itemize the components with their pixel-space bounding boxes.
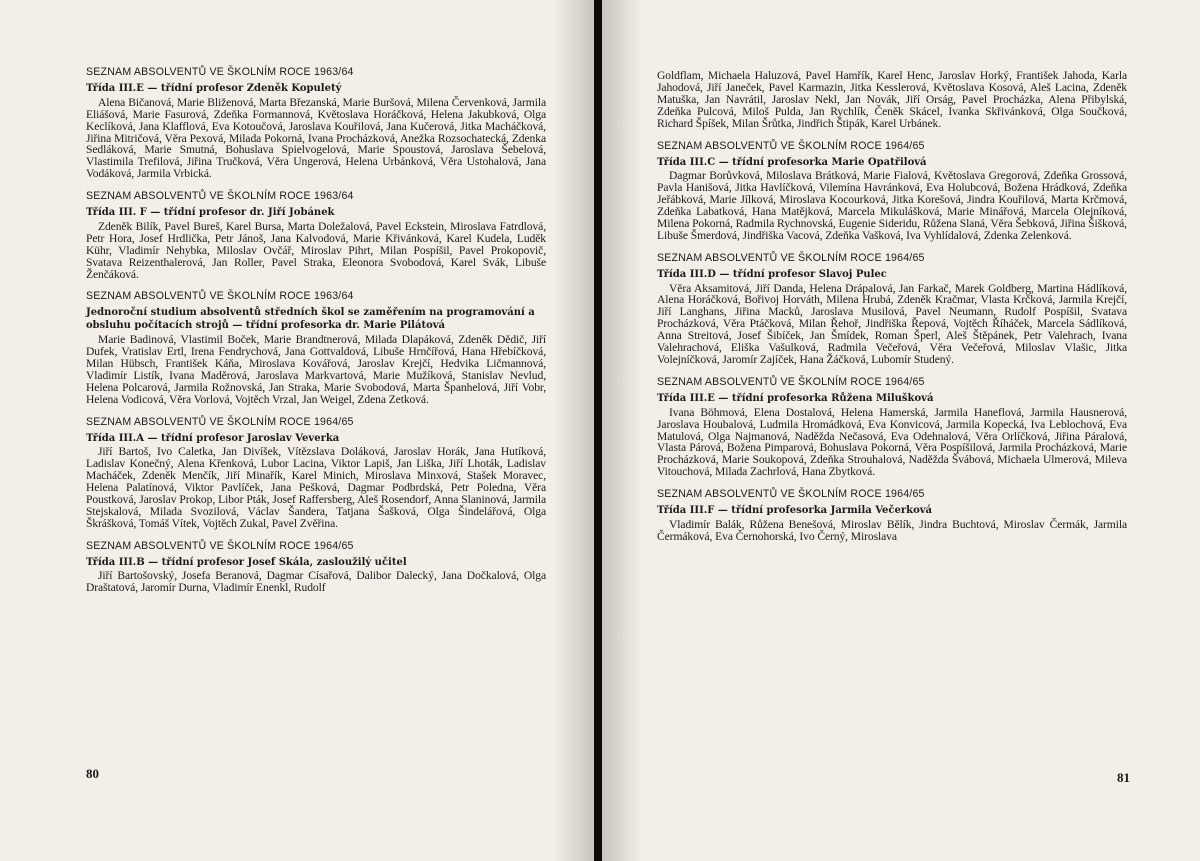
page-curvature-shade [554, 0, 594, 861]
right-column [657, 70, 1127, 553]
section-heading: SEZNAM ABSOLVENTŮ VE ŠKOLNÍM ROCE 1963/64 [86, 290, 354, 303]
class-heading: Třída III. F — třídní profesor dr. Jiří Jobánek [86, 207, 335, 219]
section-1964-65-iiib [86, 540, 546, 595]
section-1963-64-iiif [86, 190, 546, 280]
section-1964-65-iiia [86, 416, 546, 530]
class-heading: Jednoroční studium absolventů středních škol se zaměřením na programování a obsluhu počítacích strojů — třídní profesorka dr. Marie Pilátová [86, 307, 535, 332]
section-1964-65-iiie [657, 376, 1127, 478]
graduate-names: Zdeněk Bilík, Pavel Bureš, Karel Bursa, Marta Doležalová, Pavel Eckstein, Miroslava Fatrdlová, Petr Hora, Josef Hrdlička, Petr Jánoš, Jana Kalvodová, Marie Křivánková, Karel Kudela, Luděk Kühr, Vladimír Nehybka, Miloslav Ovčář, Miroslav Pihrt, Milan Pospíšil, Pavel Prokopovič, Svatava Reizenthalerová, Jan Roller, Pavel Straka, Eleonora Svobodová, Karel Svák, Libuše Ženčáková. [86, 219, 546, 281]
left-page [0, 0, 594, 861]
class-heading: Třída III.B — třídní profesor Josef Skála, zasloužilý učitel [86, 556, 407, 568]
section-heading: SEZNAM ABSOLVENTŮ VE ŠKOLNÍM ROCE 1964/65 [86, 415, 354, 428]
section-heading: SEZNAM ABSOLVENTŮ VE ŠKOLNÍM ROCE 1964/65 [657, 375, 925, 388]
left-column [86, 66, 546, 604]
section-1963-64-iiie [86, 66, 546, 180]
graduate-names: Dagmar Borůvková, Miloslava Brátková, Marie Fialová, Květoslava Gregorová, Zdeňka Grossová, Pavla Hanišová, Jitka Havlíčková, Vilemína Havránková, Eva Holubcová, Božena Hrádková, Zdeňka Jeřábková, Marie Jílková, Miroslava Kocourková, Jitka Korešová, Jindra Kouřilová, Marta Krčmová, Zdeňka Labatková, Hana Matějková, Marcela Mikulášková, Marie Minářová, Marcela Olejníková, Milena Pokorná, Radmila Rychnovská, Eugenie Sideridu, Růžena Slaná, Věra Šebková, Jiřina Šišková, Libuše Šmerdová, Jindřiška Vacová, Zdeňka Vašková, Iva Vyhlídalová, Zdenka Zelenková. [657, 169, 1127, 242]
class-heading: Třída III.A — třídní profesor Jaroslav Veverka [86, 432, 340, 444]
page-curvature-shade [602, 0, 642, 861]
section-heading: SEZNAM ABSOLVENTŮ VE ŠKOLNÍM ROCE 1963/64 [86, 190, 354, 203]
section-1964-65-iiid [657, 252, 1127, 366]
section-heading: SEZNAM ABSOLVENTŮ VE ŠKOLNÍM ROCE 1964/65 [657, 251, 925, 264]
page-number: 80 [86, 766, 99, 781]
graduate-names: Vladimír Balák, Růžena Benešová, Miroslav Bělík, Jindra Buchtová, Miroslav Čermák, Jarmila Čermáková, Eva Černohorská, Ivo Černý, Miroslava [657, 517, 1127, 543]
class-heading: Třída III.F — třídní profesorka Jarmila Večerková [657, 505, 933, 517]
section-1964-65-iiic [657, 140, 1127, 242]
section-1964-65-iiib-continued [657, 70, 1127, 130]
section-heading: SEZNAM ABSOLVENTŮ VE ŠKOLNÍM ROCE 1963/64 [86, 66, 354, 78]
book-gutter [594, 0, 602, 861]
graduate-names: Jiří Bartoš, Ivo Caletka, Jan Divíšek, Vítězslava Doláková, Jaroslav Horák, Jana Hutíková, Ladislav Konečný, Alena Křenková, Lubor Lacina, Viktor Lapiš, Jan Liška, Jiří Lhoták, Ladislav Macháček, Zdeněk Menčík, Jiří Minařík, Karel Minich, Miroslava Minxová, Stašek Moravec, Helena Palatínová, Viktor Pavlíček, Jana Pešková, Dagmar Podbrdská, Petr Poledna, Věra Poustková, Jaroslav Prokop, Libor Pták, Josef Raffersberg, Aleš Rosendorf, Anna Slaninová, Jarmila Stejskalová, Milada Svozilová, Václav Šandera, Tatjana Šašková, Olga Šindelářová, Olga Škrášková, Tomáš Vítek, Vojtěch Zukal, Pavel Zvěřina. [86, 445, 546, 530]
right-page [602, 0, 1200, 861]
graduate-names: Jiří Bartošovský, Josefa Beranová, Dagmar Císařová, Dalibor Dalecký, Jana Dočkalová, Olga Draštatová, Jaromír Durna, Vladimír Enenkl, Rudolf [86, 569, 546, 595]
graduate-names-continued: Goldflam, Michaela Haluzová, Pavel Hamřík, Karel Henc, Jaroslav Horký, František Jahoda, Karla Jahodová, Jiří Janeček, Pavel Karmazin, Jitka Kesslerová, Květoslava Kosová, Aleš Lacina, Zdeněk Matuška, Jan Navrátil, Jaroslav Nekl, Jan Novák, Jiří Orság, Pavel Procházka, Alena Přibylská, Zdeňka Pulcová, Miloš Pulda, Jan Rychlík, Čeněk Skácel, Ivanka Skřivánková, Olga Součková, Richard Špíšek, Milan Šrůtka, Jindřich Štipák, Karel Urbánek. [657, 69, 1127, 130]
graduate-names: Věra Aksamitová, Jiří Danda, Helena Drápalová, Jan Farkač, Marek Goldberg, Martina Hádlíková, Alena Horáčková, Bořivoj Horváth, Milena Hrubá, Zdeněk Kračmar, Vlasta Krčková, Jarmila Krejčí, Jiří Langhans, Jiřina Macků, Jaroslava Musilová, Pavel Neumann, Rudolf Pospíšil, Svatava Procházková, Věra Ptáčková, Milan Řehoř, Jindřiška Řepová, Vojtěch Říháček, Marcela Sádlíková, Anna Streitová, Josef Šibíček, Jan Šmídek, Roman Šperl, Aleš Štěpánek, Petr Valehrach, Ivana Valehrachová, Eliška Vašulková, Radmila Večeřová, Věra Večeřová, Miloslav Vlašic, Jitka Volejníčková, Jaromír Zajíček, Hana Žáčková, Lubomír Studený. [657, 281, 1127, 366]
class-heading: Třída III.E — třídní profesorka Růžena Milušková [657, 392, 934, 404]
section-heading: SEZNAM ABSOLVENTŮ VE ŠKOLNÍM ROCE 1964/65 [86, 539, 354, 552]
graduate-names: Marie Badinová, Vlastimil Boček, Marie Brandtnerová, Milada Dlapáková, Zdeněk Dědič, Jiří Dufek, Vratislav Ertl, Irena Fendrychová, Jana Gottvaldová, Libuše Hrnčířová, Hana Hřebíčková, Milan Hübsch, František Káňa, Miroslava Kovářová, Jaroslav Krejčí, Hedvika Ličmannová, Vladimír Listík, Ivana Maděrová, Jaroslava Markvartová, Marie Mužíková, Stanislav Nevlud, Helena Polcarová, Jarmila Rožnovská, Jan Straka, Marie Svobodová, Marta Španhelová, Jiří Vobr, Helena Vodicová, Věra Vorlová, Vojtěch Vrzal, Jan Weigel, Zdena Zetková. [86, 333, 546, 406]
graduate-names: Ivana Böhmová, Elena Dostalová, Helena Hamerská, Jarmila Haneflová, Jarmila Hausnerová, Jaroslava Houbalová, Ludmila Hromádková, Eva Konvicová, Jarmila Kopecká, Iva Leblochová, Eva Matulová, Olga Najmanová, Naděžda Nečasová, Eva Odehnalová, Věra Orlíčková, Jiřina Páralová, Vlasta Párová, Božena Pimparová, Bohuslava Pokorná, Věra Pospíšilová, Jarmila Procházková, Marie Procházková, Marie Soukopová, Zdeňka Strouhalová, Naděžda Švábová, Michaela Ulmerová, Mileva Vitouchová, Milada Zachrlová, Hana Zbytková. [657, 405, 1127, 479]
class-heading: Třída III.C — třídní profesorka Marie Opatřilová [657, 156, 927, 168]
graduate-names: Alena Bičanová, Marie Bliženová, Marta Březanská, Marie Buršová, Milena Červenková, Jarmila Eliášová, Marie Fasurová, Zdeňka Formannová, Květoslava Horáčková, Helena Jakubková, Olga Keclíková, Jana Klafflová, Eva Kotoučová, Jaroslava Kouřilová, Jana Kučerová, Jitka Macháčková, Jiřina Mitričová, Věra Pexová, Milada Pokorná, Ivana Procházková, Anežka Rozsochatecká, Zdenka Sedláková, Marie Smutná, Bohuslava Spielvogelová, Marie Spoustová, Jaroslava Šebelová, Vlastimila Trefilová, Jiřina Tručková, Věra Ungerová, Helena Urbánková, Věra Ustohalová, Jana Vodáková, Jarmila Vrbická. [86, 95, 546, 181]
class-heading: Třída III.D — třídní profesor Slavoj Pulec [657, 268, 887, 280]
section-heading: SEZNAM ABSOLVENTŮ VE ŠKOLNÍM ROCE 1964/65 [657, 139, 925, 152]
section-1963-64-programming [86, 290, 546, 405]
class-heading: Třída III.E — třídní profesor Zdeněk Kopuletý [86, 83, 342, 94]
section-1964-65-iiif [657, 488, 1127, 543]
page-number: 81 [1117, 770, 1130, 785]
section-heading: SEZNAM ABSOLVENTŮ VE ŠKOLNÍM ROCE 1964/65 [657, 488, 925, 501]
